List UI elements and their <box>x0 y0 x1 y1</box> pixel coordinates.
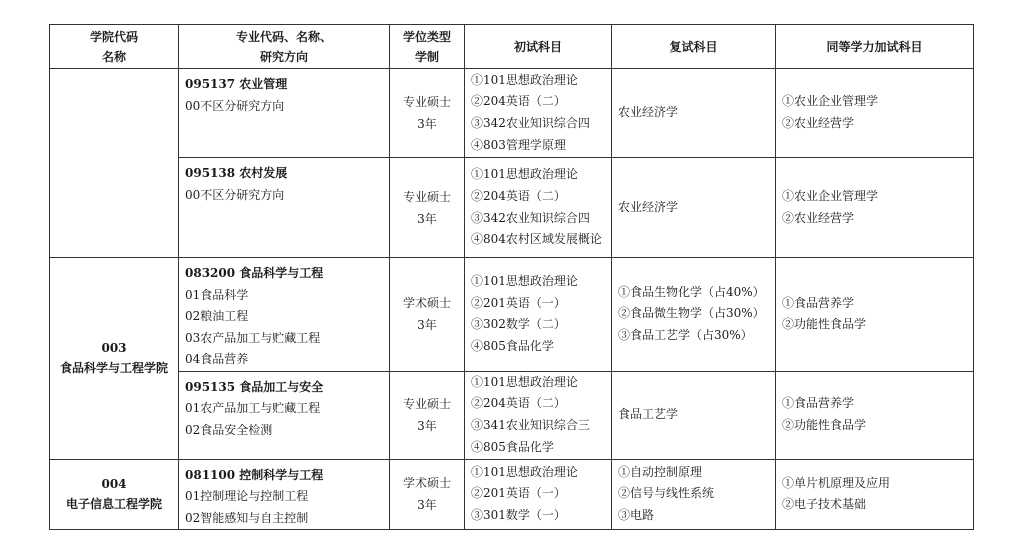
header-college: 学院代码 名称 <box>50 25 179 69</box>
extra-cell: ①食品营养学 ②功能性食品学 <box>776 371 974 459</box>
direction-item: 01食品科学 <box>185 287 249 302</box>
prelim-cell: ①101思想政治理论 ②204英语（二） ③341农业知识综合三 ④805食品化学 <box>465 371 612 459</box>
direction-item: 02智能感知与自主控制 <box>185 510 309 525</box>
major-name: 095137 农业管理 <box>185 77 288 91</box>
major-name: 083200 食品科学与工程 <box>185 266 324 280</box>
major-cell <box>179 158 390 258</box>
header-retest: 复试科目 <box>612 25 776 69</box>
major-name: 095138 农村发展 <box>185 166 288 180</box>
extra-cell: ①食品营养学 ②功能性食品学 <box>776 258 974 372</box>
college-cell <box>50 459 179 530</box>
college-cell <box>50 258 179 460</box>
degree-cell: 专业硕士 3年 <box>390 371 465 459</box>
degree-cell: 学术硕士 3年 <box>390 459 465 530</box>
prelim-cell: ①101思想政治理论 ②204英语（二） ③342农业知识综合四 ④804农村区域发展概论 <box>465 158 612 258</box>
table-row <box>50 371 974 459</box>
extra-cell: ①农业企业管理学 ②农业经营学 <box>776 158 974 258</box>
retest-cell: 食品工艺学 <box>612 371 776 459</box>
header-extra: 同等学力加试科目 <box>776 25 974 69</box>
header-major: 专业代码、名称、 研究方向 <box>179 25 390 69</box>
major-name: 095135 食品加工与安全 <box>185 379 324 394</box>
direction-item: 02食品安全检测 <box>185 422 273 437</box>
header-prelim: 初试科目 <box>465 25 612 69</box>
college-name: 食品科学与工程学院 <box>59 361 168 376</box>
direction-item: 01农产品加工与贮藏工程 <box>185 401 321 415</box>
retest-cell: ①食品生物化学（占40%） ②食品微生物学（占30%） ③食品工艺学（占30%） <box>612 258 776 372</box>
admissions-table <box>49 24 974 530</box>
table-row <box>50 69 974 158</box>
college-name: 电子信息工程学院 <box>65 497 162 512</box>
direction-item: 03农产品加工与贮藏工程 <box>185 330 321 345</box>
header-degree: 学位类型 学制 <box>390 25 465 69</box>
extra-cell: ①农业企业管理学 ②农业经营学 <box>776 69 974 158</box>
retest-cell: ①自动控制原理 ②信号与线性系统 ③电路 <box>612 459 776 530</box>
direction-item: 00不区分研究方向 <box>185 187 285 202</box>
direction-item: 01控制理论与控制工程 <box>185 489 309 503</box>
table-row <box>50 258 974 372</box>
major-cell <box>179 258 390 372</box>
college-code: 003 <box>101 341 127 356</box>
college-cell <box>50 69 179 258</box>
header-row <box>50 25 974 69</box>
direction-item: 00不区分研究方向 <box>185 98 285 113</box>
retest-cell: 农业经济学 <box>612 69 776 158</box>
major-cell <box>179 69 390 158</box>
degree-cell: 专业硕士 3年 <box>390 69 465 158</box>
extra-cell: ①单片机原理及应用 ②电子技术基础 <box>776 459 974 530</box>
retest-cell: 农业经济学 <box>612 158 776 258</box>
major-cell <box>179 371 390 459</box>
table-row <box>50 158 974 258</box>
direction-item: 02粮油工程 <box>185 309 249 323</box>
major-cell <box>179 459 390 530</box>
degree-cell: 学术硕士 3年 <box>390 258 465 372</box>
college-code: 004 <box>101 477 127 492</box>
major-name: 081100 控制科学与工程 <box>185 467 324 482</box>
prelim-cell: ①101思想政治理论 ②201英语（一） ③301数学（一） <box>465 459 612 530</box>
prelim-cell: ①101思想政治理论 ②201英语（一） ③302数学（二） ④805食品化学 <box>465 258 612 372</box>
table-row <box>50 459 974 530</box>
degree-cell: 专业硕士 3年 <box>390 158 465 258</box>
direction-item: 04食品营养 <box>185 352 249 366</box>
prelim-cell: ①101思想政治理论 ②204英语（二） ③342农业知识综合四 ④803管理学原理 <box>465 69 612 158</box>
